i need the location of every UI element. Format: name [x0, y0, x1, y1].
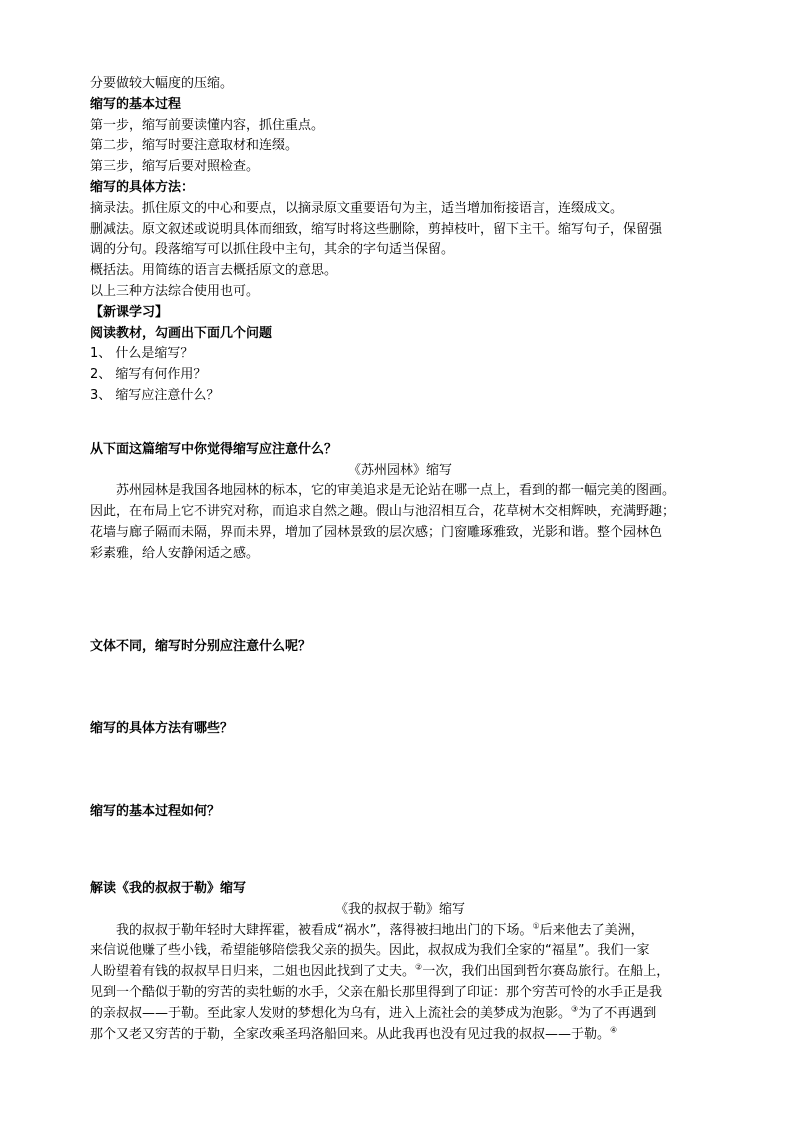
step-2: 第二步，缩写时要注意取材和连缀。	[90, 138, 299, 154]
uncle-line-4: 见到一个酷似于勒的穷苦的卖牡蛎的水手，父亲在船长那里得到了印证：那个穷苦可怜的水手正是我	[90, 984, 663, 1000]
question-1: 1、 什么是缩写？	[90, 346, 194, 362]
footnote-marker-1: ①	[532, 921, 540, 931]
uncle-line-3-text: 人盼望着有钱的叔叔早日归来，二姐也因此找到了丈夫。	[90, 964, 416, 980]
uncle-title: 《我的叔叔于勒》缩写	[334, 901, 465, 917]
new-lesson-instruction: 阅读教材，勾画出下面几个问题	[90, 325, 273, 341]
garden-title: 《苏州园林》缩写	[347, 462, 452, 478]
intro-continuation: 分要做较大幅度的压缩。	[90, 76, 234, 91]
uncle-line-1	[90, 921, 710, 942]
garden-line-4: 彩素雅，给人安静闲适之感。	[90, 545, 260, 561]
uncle-line-6-text: 那个又老又穷苦的于勒，全家改乘圣玛洛船回来。从此我再也没有见过我的叔叔——于勒。	[90, 1026, 611, 1042]
genre-question: 文体不同，缩写时分别应注意什么呢？	[90, 638, 312, 654]
uncle-line-5	[90, 1004, 710, 1025]
process-question: 缩写的基本过程如何？	[90, 804, 221, 820]
step-1: 第一步，缩写前要读懂内容，抓住重点。	[90, 117, 325, 133]
uncle-line-6	[90, 1025, 710, 1046]
uncle-line-5-text: 的亲叔叔——于勒。至此家人发财的梦想化为乌有，进入上流社会的美梦成为泡影。	[90, 1005, 572, 1021]
uncle-line-3	[90, 962, 710, 983]
step-3: 第三步，缩写后要对照检查。	[90, 159, 260, 175]
uncle-line-2: 来信说他赚了些小钱，希望能够陪偿我父亲的损失。因此，叔叔成为我们全家的“福星”。我们一家	[90, 943, 650, 959]
footnote-marker-2: ②	[415, 962, 423, 972]
methods-question: 缩写的具体方法有哪些？	[90, 721, 234, 737]
question-3: 3、 缩写应注意什么？	[90, 387, 220, 403]
method-combine: 以上三种方法综合使用也可。	[90, 283, 260, 299]
new-lesson-heading: 【新课学习】	[90, 304, 169, 320]
footnote-marker-4: ④	[610, 1025, 618, 1035]
uncle-line-5-tail: 为了不再遇到	[578, 1005, 657, 1021]
footnote-marker-3: ③	[571, 1004, 579, 1014]
method-delete-line-1: 删减法。原文叙述或说明具体而细致，缩写时将这些删除，剪掉枝叶，留下主干。缩写句子，保留强	[90, 221, 663, 237]
garden-line-2: 因此，在布局上它不讲究对称，而追求自然之趣。假山与池沼相互合，花草树木交相辉映，充满野趣；	[90, 504, 676, 520]
question-2: 2、 缩写有何作用？	[90, 367, 207, 383]
document-page	[90, 74, 710, 1045]
garden-line-1: 苏州园林是我国各地园林的标本，它的审美追求是无论站在哪一点上，看到的都一幅完美的图画。	[116, 483, 676, 499]
method-delete-line-2: 调的分句。段落缩写可以抓住段中主句，其余的字句适当保留。	[90, 242, 455, 258]
uncle-line-1-tail: 后来他去了美洲，	[539, 922, 644, 938]
garden-question: 从下面这篇缩写中你觉得缩写应注意什么？	[90, 441, 338, 457]
uncle-line-1-text: 我的叔叔于勒年轻时大肆挥霍，被看成“祸水”，落得被扫地出门的下场。	[116, 922, 533, 938]
uncle-line-3-tail: 一次，我们出国到哲尔赛岛旅行。在船上，	[422, 964, 670, 980]
uncle-heading: 解读《我的叔叔于勒》缩写	[90, 880, 247, 896]
process-heading: 缩写的基本过程	[90, 96, 182, 112]
method-summary: 概括法。用简练的语言去概括原文的意思。	[90, 263, 338, 279]
garden-line-3: 花墙与廊子隔而未隔，界而未界，增加了园林景致的层次感；门窗雕琢雅致，光影和谐。整个园林色	[90, 524, 663, 540]
method-excerpt: 摘录法。抓住原文的中心和要点，以摘录原文重要语句为主，适当增加衔接语言，连缀成文。	[90, 200, 624, 216]
methods-heading: 缩写的具体方法：	[90, 179, 195, 195]
